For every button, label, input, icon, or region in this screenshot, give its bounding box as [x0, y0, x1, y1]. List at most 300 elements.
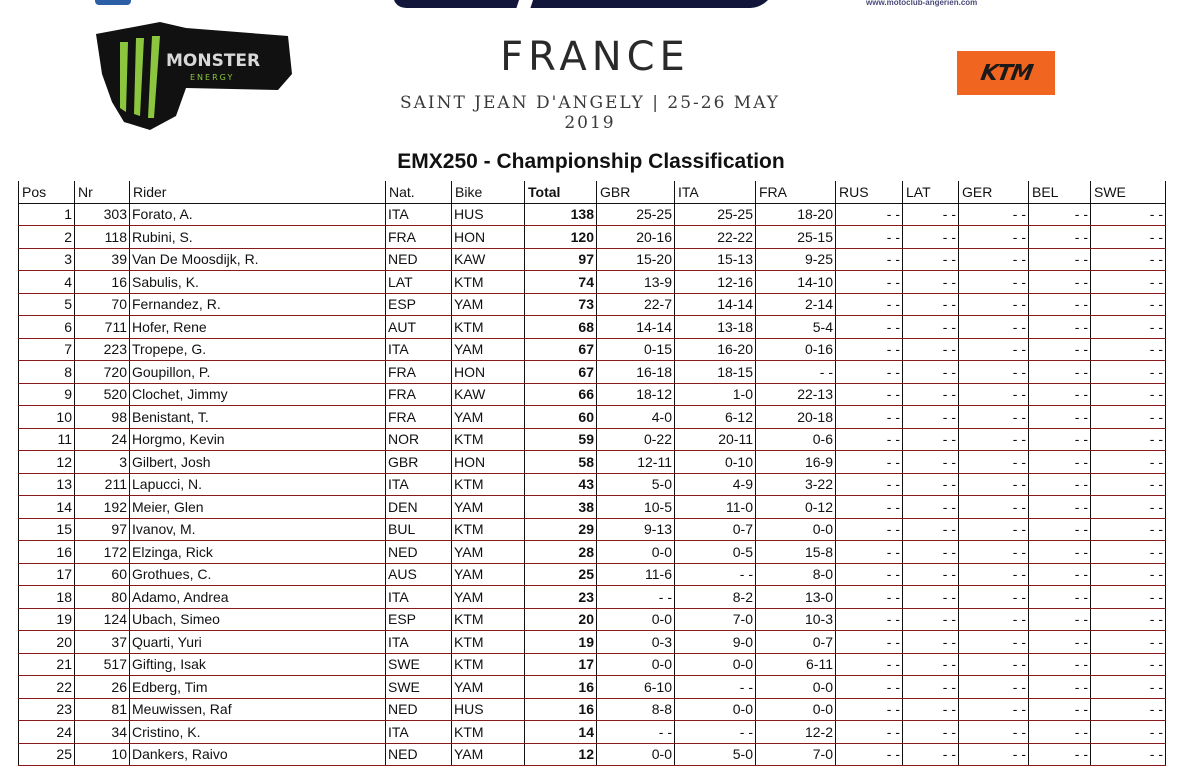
- cell-bike: YAM: [452, 406, 525, 429]
- cell-lat: - -: [903, 541, 959, 564]
- cell-rus: - -: [836, 518, 903, 541]
- table-row: [19, 226, 1166, 249]
- cell-ger: - -: [959, 608, 1029, 631]
- cell-ger: - -: [959, 428, 1029, 451]
- cell-nat: NED: [386, 743, 452, 766]
- cell-pos: 14: [19, 496, 75, 519]
- cell-bel: - -: [1029, 271, 1091, 294]
- table-row: [19, 383, 1166, 406]
- cell-nr: 10: [75, 743, 130, 766]
- cell-bike: HUS: [452, 203, 525, 226]
- cell-pos: 16: [19, 541, 75, 564]
- cell-ger: - -: [959, 518, 1029, 541]
- table-row: [19, 361, 1166, 384]
- cell-bike: YAM: [452, 338, 525, 361]
- cell-gbr: 10-5: [597, 496, 675, 519]
- cell-nr: 37: [75, 631, 130, 654]
- cell-ger: - -: [959, 248, 1029, 271]
- cell-rider: Quarti, Yuri: [130, 631, 386, 654]
- cell-pos: 18: [19, 586, 75, 609]
- cell-total: 28: [525, 541, 597, 564]
- column-header-bel: BEL: [1029, 181, 1091, 203]
- cell-nr: 34: [75, 721, 130, 744]
- cell-ger: - -: [959, 743, 1029, 766]
- cell-total: 29: [525, 518, 597, 541]
- cell-nr: 520: [75, 383, 130, 406]
- column-header-ita: ITA: [675, 181, 756, 203]
- cell-bel: - -: [1029, 293, 1091, 316]
- table-row: [19, 676, 1166, 699]
- cell-ita: 11-0: [675, 496, 756, 519]
- cell-swe: - -: [1091, 496, 1166, 519]
- cell-swe: - -: [1091, 563, 1166, 586]
- cell-rider: Goupillon, P.: [130, 361, 386, 384]
- cell-total: 138: [525, 203, 597, 226]
- cell-swe: - -: [1091, 406, 1166, 429]
- cell-pos: 19: [19, 608, 75, 631]
- table-row: [19, 248, 1166, 271]
- cell-nat: AUT: [386, 316, 452, 339]
- cell-pos: 22: [19, 676, 75, 699]
- cell-swe: - -: [1091, 293, 1166, 316]
- cell-fra: 0-6: [756, 428, 836, 451]
- cell-bel: - -: [1029, 653, 1091, 676]
- cell-fra: 14-10: [756, 271, 836, 294]
- cell-rus: - -: [836, 248, 903, 271]
- cell-bike: YAM: [452, 541, 525, 564]
- cell-bike: YAM: [452, 743, 525, 766]
- cell-gbr: 18-12: [597, 383, 675, 406]
- cell-bel: - -: [1029, 721, 1091, 744]
- cell-bike: KTM: [452, 518, 525, 541]
- cell-nr: 211: [75, 473, 130, 496]
- cell-bike: KTM: [452, 608, 525, 631]
- cell-nr: 70: [75, 293, 130, 316]
- cell-ita: 0-10: [675, 451, 756, 474]
- cell-bel: - -: [1029, 248, 1091, 271]
- cell-pos: 3: [19, 248, 75, 271]
- cell-fra: 22-13: [756, 383, 836, 406]
- cell-rider: Edberg, Tim: [130, 676, 386, 699]
- table-row: [19, 496, 1166, 519]
- cell-rider: Gilbert, Josh: [130, 451, 386, 474]
- cell-swe: - -: [1091, 676, 1166, 699]
- cell-rider: Meuwissen, Raf: [130, 698, 386, 721]
- cell-swe: - -: [1091, 608, 1166, 631]
- cell-nat: ESP: [386, 293, 452, 316]
- cell-pos: 17: [19, 563, 75, 586]
- cell-bel: - -: [1029, 338, 1091, 361]
- cell-rus: - -: [836, 563, 903, 586]
- cell-nat: NED: [386, 541, 452, 564]
- cell-lat: - -: [903, 608, 959, 631]
- cell-bel: - -: [1029, 406, 1091, 429]
- cell-swe: - -: [1091, 451, 1166, 474]
- cell-ita: 0-0: [675, 653, 756, 676]
- cell-rus: - -: [836, 428, 903, 451]
- cell-nr: 124: [75, 608, 130, 631]
- cell-fra: 8-0: [756, 563, 836, 586]
- cell-swe: - -: [1091, 586, 1166, 609]
- cell-bel: - -: [1029, 743, 1091, 766]
- cell-rus: - -: [836, 203, 903, 226]
- cell-bel: - -: [1029, 608, 1091, 631]
- cell-ger: - -: [959, 631, 1029, 654]
- cell-bike: YAM: [452, 496, 525, 519]
- cell-fra: 0-12: [756, 496, 836, 519]
- cell-rider: Adamo, Andrea: [130, 586, 386, 609]
- cell-gbr: 9-13: [597, 518, 675, 541]
- cell-gbr: 0-15: [597, 338, 675, 361]
- svg-text:ENERGY: ENERGY: [190, 73, 235, 82]
- cell-rider: Benistant, T.: [130, 406, 386, 429]
- cell-total: 66: [525, 383, 597, 406]
- cell-rus: - -: [836, 383, 903, 406]
- cell-ger: - -: [959, 541, 1029, 564]
- cell-lat: - -: [903, 473, 959, 496]
- cell-rus: - -: [836, 586, 903, 609]
- cell-swe: - -: [1091, 743, 1166, 766]
- cell-nat: FRA: [386, 361, 452, 384]
- cell-nr: 303: [75, 203, 130, 226]
- cell-rider: Meier, Glen: [130, 496, 386, 519]
- cell-ger: - -: [959, 361, 1029, 384]
- cell-nr: 60: [75, 563, 130, 586]
- cell-nat: BUL: [386, 518, 452, 541]
- cell-swe: - -: [1091, 541, 1166, 564]
- cell-nat: NOR: [386, 428, 452, 451]
- cell-bike: YAM: [452, 586, 525, 609]
- cell-ita: 0-0: [675, 698, 756, 721]
- cell-lat: - -: [903, 518, 959, 541]
- cell-lat: - -: [903, 698, 959, 721]
- cell-gbr: 4-0: [597, 406, 675, 429]
- cell-bike: KTM: [452, 316, 525, 339]
- cell-fra: 0-0: [756, 518, 836, 541]
- cell-nr: 16: [75, 271, 130, 294]
- cell-rus: - -: [836, 226, 903, 249]
- cell-nat: ITA: [386, 586, 452, 609]
- cell-bel: - -: [1029, 698, 1091, 721]
- cell-nr: 517: [75, 653, 130, 676]
- cell-ger: - -: [959, 406, 1029, 429]
- cell-gbr: 20-16: [597, 226, 675, 249]
- cell-ger: - -: [959, 496, 1029, 519]
- cell-nr: 97: [75, 518, 130, 541]
- cell-total: 16: [525, 698, 597, 721]
- cell-ita: 22-22: [675, 226, 756, 249]
- cell-ita: 18-15: [675, 361, 756, 384]
- cell-ita: 4-9: [675, 473, 756, 496]
- cell-pos: 25: [19, 743, 75, 766]
- cell-nat: ITA: [386, 721, 452, 744]
- cell-rider: Rubini, S.: [130, 226, 386, 249]
- column-header-total: Total: [525, 181, 597, 203]
- column-header-rus: RUS: [836, 181, 903, 203]
- cell-swe: - -: [1091, 383, 1166, 406]
- table-row: [19, 541, 1166, 564]
- cell-fra: 2-14: [756, 293, 836, 316]
- cell-ita: 1-0: [675, 383, 756, 406]
- cell-fra: 3-22: [756, 473, 836, 496]
- cell-pos: 10: [19, 406, 75, 429]
- cell-gbr: - -: [597, 586, 675, 609]
- classification-table: [18, 181, 1166, 766]
- cell-ita: 9-0: [675, 631, 756, 654]
- cell-pos: 1: [19, 203, 75, 226]
- cell-rus: - -: [836, 608, 903, 631]
- cell-pos: 21: [19, 653, 75, 676]
- cell-fra: 15-8: [756, 541, 836, 564]
- cell-total: 120: [525, 226, 597, 249]
- cell-nat: AUS: [386, 563, 452, 586]
- cell-pos: 11: [19, 428, 75, 451]
- cell-total: 12: [525, 743, 597, 766]
- column-header-fra: FRA: [756, 181, 836, 203]
- cell-bike: YAM: [452, 676, 525, 699]
- cell-bel: - -: [1029, 473, 1091, 496]
- cell-lat: - -: [903, 248, 959, 271]
- cell-rus: - -: [836, 361, 903, 384]
- cell-nat: NED: [386, 698, 452, 721]
- cell-pos: 20: [19, 631, 75, 654]
- cell-rus: - -: [836, 316, 903, 339]
- cell-gbr: 5-0: [597, 473, 675, 496]
- cell-ita: 16-20: [675, 338, 756, 361]
- cell-rider: Grothues, C.: [130, 563, 386, 586]
- cell-fra: 10-3: [756, 608, 836, 631]
- cell-total: 60: [525, 406, 597, 429]
- cell-ger: - -: [959, 271, 1029, 294]
- cell-swe: - -: [1091, 473, 1166, 496]
- cell-ger: - -: [959, 676, 1029, 699]
- cell-pos: 2: [19, 226, 75, 249]
- cell-swe: - -: [1091, 518, 1166, 541]
- event-header: [0, 0, 1200, 145]
- column-header-gbr: GBR: [597, 181, 675, 203]
- cell-pos: 5: [19, 293, 75, 316]
- cell-bel: - -: [1029, 563, 1091, 586]
- cell-bike: KAW: [452, 383, 525, 406]
- cell-fra: 12-2: [756, 721, 836, 744]
- cell-lat: - -: [903, 226, 959, 249]
- partner-logo: [95, 0, 131, 5]
- cell-bike: HUS: [452, 698, 525, 721]
- svg-text:MONSTER: MONSTER: [166, 51, 261, 71]
- cell-rus: - -: [836, 721, 903, 744]
- table-row: [19, 293, 1166, 316]
- cell-nat: FRA: [386, 383, 452, 406]
- cell-lat: - -: [903, 293, 959, 316]
- cell-ger: - -: [959, 451, 1029, 474]
- cell-gbr: 0-0: [597, 743, 675, 766]
- table-row: [19, 721, 1166, 744]
- column-header-bike: Bike: [452, 181, 525, 203]
- cell-ger: - -: [959, 203, 1029, 226]
- cell-nr: 223: [75, 338, 130, 361]
- cell-rider: Tropepe, G.: [130, 338, 386, 361]
- cell-lat: - -: [903, 721, 959, 744]
- cell-bike: KTM: [452, 271, 525, 294]
- cell-pos: 6: [19, 316, 75, 339]
- cell-ita: 0-7: [675, 518, 756, 541]
- cell-total: 43: [525, 473, 597, 496]
- cell-fra: 0-7: [756, 631, 836, 654]
- cell-lat: - -: [903, 361, 959, 384]
- cell-nat: ITA: [386, 338, 452, 361]
- cell-bike: HON: [452, 361, 525, 384]
- cell-lat: - -: [903, 676, 959, 699]
- cell-pos: 23: [19, 698, 75, 721]
- cell-total: 67: [525, 338, 597, 361]
- cell-rus: - -: [836, 406, 903, 429]
- column-header-ger: GER: [959, 181, 1029, 203]
- cell-swe: - -: [1091, 428, 1166, 451]
- cell-ger: - -: [959, 316, 1029, 339]
- cell-bike: HON: [452, 226, 525, 249]
- cell-nr: 118: [75, 226, 130, 249]
- mx-series-logo: [388, 0, 775, 8]
- cell-gbr: 14-14: [597, 316, 675, 339]
- cell-swe: - -: [1091, 203, 1166, 226]
- table-row: [19, 586, 1166, 609]
- cell-pos: 13: [19, 473, 75, 496]
- cell-gbr: 11-6: [597, 563, 675, 586]
- cell-total: 17: [525, 653, 597, 676]
- cell-pos: 9: [19, 383, 75, 406]
- cell-rider: Gifting, Isak: [130, 653, 386, 676]
- cell-nat: LAT: [386, 271, 452, 294]
- table-row: [19, 563, 1166, 586]
- cell-total: 23: [525, 586, 597, 609]
- monster-energy-logo: [90, 18, 292, 130]
- cell-pos: 8: [19, 361, 75, 384]
- cell-bel: - -: [1029, 226, 1091, 249]
- cell-rus: - -: [836, 743, 903, 766]
- cell-rider: Elzinga, Rick: [130, 541, 386, 564]
- cell-ger: - -: [959, 653, 1029, 676]
- column-header-pos: Pos: [19, 181, 75, 203]
- cell-nr: 98: [75, 406, 130, 429]
- cell-rus: - -: [836, 676, 903, 699]
- cell-bike: YAM: [452, 563, 525, 586]
- cell-rus: - -: [836, 653, 903, 676]
- cell-ita: 8-2: [675, 586, 756, 609]
- table-row: [19, 473, 1166, 496]
- cell-rus: - -: [836, 631, 903, 654]
- cell-rider: Fernandez, R.: [130, 293, 386, 316]
- cell-ita: - -: [675, 721, 756, 744]
- cell-fra: 0-0: [756, 676, 836, 699]
- cell-pos: 7: [19, 338, 75, 361]
- cell-total: 74: [525, 271, 597, 294]
- cell-gbr: 0-3: [597, 631, 675, 654]
- cell-rider: Dankers, Raivo: [130, 743, 386, 766]
- cell-lat: - -: [903, 338, 959, 361]
- cell-fra: 7-0: [756, 743, 836, 766]
- table-row: [19, 743, 1166, 766]
- cell-rider: Lapucci, N.: [130, 473, 386, 496]
- cell-bel: - -: [1029, 361, 1091, 384]
- cell-total: 97: [525, 248, 597, 271]
- cell-gbr: 8-8: [597, 698, 675, 721]
- cell-fra: 13-0: [756, 586, 836, 609]
- cell-rus: - -: [836, 541, 903, 564]
- cell-nr: 81: [75, 698, 130, 721]
- cell-ger: - -: [959, 586, 1029, 609]
- cell-lat: - -: [903, 631, 959, 654]
- cell-total: 20: [525, 608, 597, 631]
- cell-gbr: 6-10: [597, 676, 675, 699]
- cell-gbr: 12-11: [597, 451, 675, 474]
- table-row: [19, 338, 1166, 361]
- classification-title: EMX250 - Championship Classification: [397, 150, 785, 173]
- cell-swe: - -: [1091, 653, 1166, 676]
- cell-swe: - -: [1091, 698, 1166, 721]
- cell-gbr: 0-0: [597, 541, 675, 564]
- cell-ita: 20-11: [675, 428, 756, 451]
- cell-total: 59: [525, 428, 597, 451]
- cell-rus: - -: [836, 451, 903, 474]
- cell-bike: HON: [452, 451, 525, 474]
- cell-bike: KTM: [452, 473, 525, 496]
- cell-fra: 5-4: [756, 316, 836, 339]
- cell-fra: 6-11: [756, 653, 836, 676]
- cell-bel: - -: [1029, 451, 1091, 474]
- cell-nat: FRA: [386, 226, 452, 249]
- cell-pos: 24: [19, 721, 75, 744]
- cell-lat: - -: [903, 316, 959, 339]
- cell-swe: - -: [1091, 248, 1166, 271]
- column-header-lat: LAT: [903, 181, 959, 203]
- cell-bike: KTM: [452, 721, 525, 744]
- cell-lat: - -: [903, 653, 959, 676]
- cell-ita: 12-16: [675, 271, 756, 294]
- cell-rus: - -: [836, 496, 903, 519]
- cell-nr: 720: [75, 361, 130, 384]
- table-row: [19, 203, 1166, 226]
- cell-total: 67: [525, 361, 597, 384]
- table-row: [19, 428, 1166, 451]
- cell-nat: NED: [386, 248, 452, 271]
- cell-nat: ESP: [386, 608, 452, 631]
- cell-nat: ITA: [386, 631, 452, 654]
- cell-ger: - -: [959, 226, 1029, 249]
- cell-nat: ITA: [386, 473, 452, 496]
- cell-bike: KAW: [452, 248, 525, 271]
- cell-ita: 0-5: [675, 541, 756, 564]
- cell-gbr: 15-20: [597, 248, 675, 271]
- cell-lat: - -: [903, 383, 959, 406]
- table-row: [19, 653, 1166, 676]
- cell-gbr: 25-25: [597, 203, 675, 226]
- cell-ita: 6-12: [675, 406, 756, 429]
- table-row: [19, 451, 1166, 474]
- table-row: [19, 631, 1166, 654]
- cell-lat: - -: [903, 451, 959, 474]
- cell-nat: SWE: [386, 676, 452, 699]
- cell-ita: 7-0: [675, 608, 756, 631]
- cell-gbr: - -: [597, 721, 675, 744]
- cell-swe: - -: [1091, 721, 1166, 744]
- cell-ger: - -: [959, 698, 1029, 721]
- column-header-swe: SWE: [1091, 181, 1166, 203]
- cell-nr: 192: [75, 496, 130, 519]
- cell-lat: - -: [903, 563, 959, 586]
- cell-bel: - -: [1029, 496, 1091, 519]
- cell-swe: - -: [1091, 316, 1166, 339]
- column-header-rider: Rider: [130, 181, 386, 203]
